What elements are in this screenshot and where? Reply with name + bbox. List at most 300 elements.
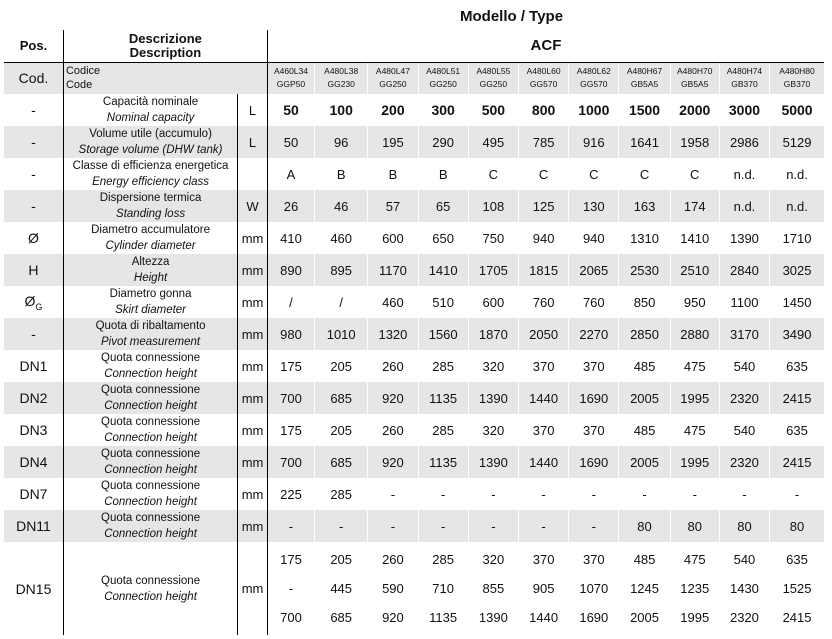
description-en: Connection height (104, 590, 197, 603)
value-cell: 2005 (630, 610, 659, 625)
value-cell: 100 (315, 94, 368, 126)
description-cell (63, 382, 237, 414)
value-cell: 175 (267, 414, 314, 446)
value-cell: 485 (619, 414, 670, 446)
pos-cell: $Ø_G$ (24, 292, 43, 312)
value-cell: 685 (330, 610, 353, 625)
value-cell: 80 (619, 510, 670, 542)
value-cell-stack (770, 542, 824, 635)
value-cell: n.d. (770, 158, 824, 190)
description-cell (63, 478, 237, 510)
header-row (4, 30, 824, 62)
value-cell: 1070 (579, 581, 609, 596)
value-cell: 80 (670, 510, 719, 542)
description-header (63, 30, 267, 62)
value-cell: B (418, 158, 468, 190)
value-cell: 635 (786, 552, 808, 567)
value-cell: 1390 (468, 382, 518, 414)
value-cell-stack (518, 542, 568, 635)
value-cell: n.d. (770, 190, 824, 222)
pos-cell: - (4, 126, 63, 158)
value-cell: 2415 (782, 610, 812, 625)
pos-cell: Cod. (4, 62, 63, 94)
pos-cell: DN1 (19, 358, 48, 374)
model-subcode: GGP50 (276, 79, 306, 90)
model-subcode: GB5A5 (681, 79, 709, 90)
value-cell: 916 (569, 126, 619, 158)
value-cell: 1410 (670, 222, 719, 254)
unit-cell: mm (238, 318, 268, 350)
value-cell-stack (670, 542, 719, 635)
description-cell (63, 286, 237, 318)
value-cell: / (315, 286, 368, 318)
value-cell: 1995 (670, 382, 719, 414)
value-cell: 500 (468, 94, 518, 126)
description-it: Capacità nominale (102, 96, 199, 108)
value-cell: 445 (330, 581, 353, 596)
pos-cell: DN2 (4, 382, 63, 414)
unit-cell: mm (238, 510, 268, 542)
value-cell: 80 (719, 510, 769, 542)
description-it: Diametro gonna (109, 288, 192, 300)
description-cell (63, 510, 237, 542)
value-cell: 760 (518, 286, 568, 318)
description-cell (63, 94, 237, 126)
value-cell: 2000 (670, 94, 719, 126)
description-it: Quota connessione (101, 384, 201, 396)
unit-cell: L (238, 126, 268, 158)
value-cell: 2065 (569, 254, 619, 286)
value-cell: 225 (267, 478, 314, 510)
model-code: A480L62 (576, 66, 611, 77)
value-cell: - (368, 478, 418, 510)
value-cell: 2840 (719, 254, 769, 286)
model-code: A480L55 (476, 66, 511, 77)
model-code-cell (569, 62, 619, 94)
value-cell: 1320 (368, 318, 418, 350)
value-cell: 1958 (670, 126, 719, 158)
value-cell: 2005 (619, 446, 670, 478)
value-cell: A (267, 158, 314, 190)
value-cell: 475 (670, 350, 719, 382)
value-cell: 2415 (770, 446, 824, 478)
unit-cell: mm (238, 286, 268, 318)
value-cell: 46 (315, 190, 368, 222)
unit-cell: mm (238, 478, 268, 510)
value-cell: 2005 (619, 382, 670, 414)
value-cell: 650 (418, 222, 468, 254)
model-code-cell (719, 62, 769, 94)
value-cell: 5000 (770, 94, 824, 126)
description-en: Pivot measurement (101, 336, 201, 348)
value-cell: 3170 (719, 318, 769, 350)
description-en: Height (133, 272, 168, 284)
value-cell: 700 (267, 446, 314, 478)
model-code: A460L34 (273, 66, 308, 77)
value-cell: 370 (582, 552, 605, 567)
value-cell: 1870 (468, 318, 518, 350)
value-cell: 1560 (418, 318, 468, 350)
description-cell (63, 126, 237, 158)
model-code: A480L38 (324, 66, 359, 77)
description-it: Classe di efficienza energetica (72, 160, 229, 172)
description-en: Standing loss (116, 208, 186, 220)
value-cell: B (368, 158, 418, 190)
value-cell: 785 (518, 126, 568, 158)
description-en: Connection height (104, 400, 197, 412)
table-row (4, 126, 824, 158)
model-code-cell (267, 62, 314, 94)
value-cell: 460 (368, 286, 418, 318)
value-cell: C (518, 158, 568, 190)
value-cell: 320 (468, 414, 518, 446)
value-cell: 2320 (719, 382, 769, 414)
value-cell-stack (468, 542, 518, 635)
unit-cell: mm (238, 542, 268, 635)
value-cell: 1010 (315, 318, 368, 350)
description-en: Cylinder diameter (105, 240, 196, 252)
description-cell (63, 190, 237, 222)
value-cell: 855 (482, 581, 505, 596)
value-cell: 300 (418, 94, 468, 126)
value-cell: 370 (518, 414, 568, 446)
value-cell: 1440 (518, 382, 568, 414)
value-cell: 1390 (478, 610, 508, 625)
model-subcode: GB370 (783, 79, 811, 90)
value-cell: 80 (770, 510, 824, 542)
pos-cell: DN11 (4, 510, 63, 542)
value-cell: 510 (418, 286, 468, 318)
model-code-cell (770, 62, 824, 94)
table-row (4, 286, 824, 318)
value-cell: 260 (382, 552, 404, 567)
value-cell: / (267, 286, 314, 318)
value-cell: 320 (468, 350, 518, 382)
value-cell: 1690 (569, 446, 619, 478)
table-row (4, 414, 824, 446)
table-row (4, 446, 824, 478)
value-cell: 1170 (368, 254, 418, 286)
value-cell: 1440 (518, 446, 568, 478)
value-cell: 475 (670, 414, 719, 446)
value-cell: 540 (719, 414, 769, 446)
model-code-cell (418, 62, 468, 94)
value-cell: 174 (670, 190, 719, 222)
value-cell-stack (719, 542, 769, 635)
group-header: ACF (267, 30, 824, 62)
value-cell: 700 (280, 610, 302, 625)
description-en: Connection height (104, 368, 197, 380)
value-cell: 2050 (518, 318, 568, 350)
value-cell: 195 (368, 126, 418, 158)
value-cell: 1641 (619, 126, 670, 158)
value-cell: 370 (532, 552, 555, 567)
model-subcode: GG250 (479, 79, 508, 90)
pos-cell: - (4, 190, 63, 222)
description-it: Quota connessione (101, 416, 201, 428)
description-en: Energy efficiency class (92, 176, 210, 188)
value-cell: - (468, 510, 518, 542)
model-code: A480L47 (375, 66, 410, 77)
value-cell: 1390 (468, 446, 518, 478)
value-cell: 600 (468, 286, 518, 318)
pos-cell: Ø (28, 230, 39, 246)
description-cell (63, 254, 237, 286)
value-cell: 920 (368, 446, 418, 478)
value-cell: 635 (770, 414, 824, 446)
model-code-cell (619, 62, 670, 94)
description-it: Quota connessione (101, 448, 201, 460)
value-cell: 1410 (418, 254, 468, 286)
description-it: Quota connessione (101, 574, 201, 587)
description-cell (63, 222, 237, 254)
value-cell: - (719, 478, 769, 510)
value-cell: 2320 (719, 446, 769, 478)
description-en: Connection height (104, 528, 197, 540)
code-label-en: Code (65, 79, 93, 92)
value-cell-stack (619, 542, 670, 635)
value-cell: 205 (315, 414, 368, 446)
value-cell: 3490 (770, 318, 824, 350)
unit-cell: mm (238, 254, 268, 286)
value-cell: 800 (518, 94, 568, 126)
value-cell: 108 (468, 190, 518, 222)
unit-cell: L (238, 94, 268, 126)
value-cell: 685 (315, 446, 368, 478)
value-cell-stack (267, 542, 314, 635)
value-cell: 2986 (719, 126, 769, 158)
description-header-en: Description (129, 44, 202, 60)
value-cell: 540 (733, 552, 756, 567)
description-it: Altezza (131, 256, 170, 268)
value-cell: C (619, 158, 670, 190)
description-it: Dispersione termica (99, 192, 202, 204)
value-cell: 1235 (680, 581, 710, 596)
value-cell: - (569, 478, 619, 510)
value-cell-stack (569, 542, 619, 635)
table-title: Modello / Type (460, 8, 564, 25)
value-cell: 1430 (729, 581, 759, 596)
value-cell: 685 (315, 382, 368, 414)
model-code: A480H70 (677, 66, 713, 77)
value-cell: 175 (267, 350, 314, 382)
value-cell: 1690 (569, 382, 619, 414)
model-code: A480H80 (779, 66, 815, 77)
model-subcode: GB5A5 (630, 79, 659, 90)
value-cell: 370 (569, 350, 619, 382)
table-row (4, 510, 824, 542)
value-cell: 1000 (569, 94, 619, 126)
description-cell (63, 318, 237, 350)
value-cell: - (518, 478, 568, 510)
unit-cell: mm (238, 414, 268, 446)
value-cell: 940 (569, 222, 619, 254)
unit-cell: mm (238, 446, 268, 478)
value-cell: 1815 (518, 254, 568, 286)
value-cell: - (315, 510, 368, 542)
pos-cell: DN7 (19, 486, 48, 502)
pos-cell: H (4, 254, 63, 286)
value-cell: 1245 (630, 581, 659, 596)
value-cell: 495 (468, 126, 518, 158)
model-subcode: GG570 (580, 79, 608, 90)
description-it: Quota connessione (101, 352, 201, 364)
value-cell: n.d. (719, 158, 769, 190)
value-cell: - (670, 478, 719, 510)
value-cell: 410 (267, 222, 314, 254)
value-cell: 57 (368, 190, 418, 222)
value-cell: 1135 (429, 610, 458, 625)
table-row-dn15 (4, 542, 824, 635)
value-cell: - (569, 510, 619, 542)
model-code-cell (315, 62, 368, 94)
model-code-cell (670, 62, 719, 94)
value-cell: 96 (315, 126, 368, 158)
value-cell: C (670, 158, 719, 190)
value-cell: 5129 (770, 126, 824, 158)
value-cell: 460 (315, 222, 368, 254)
unit-cell: mm (238, 350, 268, 382)
value-cell: 890 (267, 254, 314, 286)
value-cell: C (569, 158, 619, 190)
value-cell: 285 (315, 478, 368, 510)
value-cell: 475 (683, 552, 706, 567)
value-cell: 260 (368, 414, 418, 446)
value-cell: 980 (267, 318, 314, 350)
model-code-cell (368, 62, 418, 94)
value-cell: 163 (619, 190, 670, 222)
value-cell: 130 (569, 190, 619, 222)
description-it: Quota connessione (101, 480, 201, 492)
description-it: Quota connessione (101, 512, 201, 524)
model-code: A480L51 (426, 66, 461, 77)
description-cell (63, 414, 237, 446)
description-header-it: Descrizione (128, 30, 202, 46)
model-code-cell (468, 62, 518, 94)
pos-cell: - (31, 166, 36, 182)
value-cell: 590 (382, 581, 404, 596)
value-cell: 200 (368, 94, 418, 126)
value-cell: - (418, 478, 468, 510)
value-cell: 320 (482, 552, 505, 567)
value-cell: 940 (518, 222, 568, 254)
value-cell: 2530 (619, 254, 670, 286)
model-code: A480L60 (526, 66, 561, 77)
value-cell: 1135 (418, 382, 468, 414)
description-en: Connection height (104, 496, 197, 508)
value-cell: 3025 (770, 254, 824, 286)
value-cell: 895 (315, 254, 368, 286)
unit-cell: W (238, 190, 268, 222)
description-cell (63, 350, 237, 382)
value-cell: - (267, 510, 314, 542)
value-cell: 600 (368, 222, 418, 254)
model-subcode: GG570 (529, 79, 558, 90)
value-cell: 125 (518, 190, 568, 222)
value-cell: 1100 (719, 286, 769, 318)
spec-table-body (4, 30, 824, 635)
value-cell: 26 (267, 190, 314, 222)
value-cell: 485 (633, 552, 656, 567)
model-code: A480H74 (726, 66, 763, 77)
description-cell (63, 158, 237, 190)
table-row (4, 190, 824, 222)
value-cell: 50 (267, 94, 314, 126)
unit-cell: mm (238, 222, 268, 254)
value-cell: - (518, 510, 568, 542)
value-cell-stack (418, 542, 468, 635)
value-cell: 1310 (619, 222, 670, 254)
pos-cell: DN15 (15, 580, 52, 597)
model-subcode: GB370 (731, 79, 758, 90)
description-it: Diametro accumulatore (91, 224, 210, 236)
value-cell: 205 (330, 552, 353, 567)
value-cell: 370 (569, 414, 619, 446)
value-cell: 950 (670, 286, 719, 318)
model-code: A480H67 (626, 66, 663, 77)
model-subcode: GG230 (327, 79, 355, 90)
description-en: Connection height (104, 432, 197, 444)
model-subcode: GG250 (429, 79, 457, 90)
table-row (4, 94, 824, 126)
value-cell: 2415 (770, 382, 824, 414)
unit-cell: mm (238, 382, 268, 414)
value-cell: 1450 (770, 286, 824, 318)
value-cell: 2850 (619, 318, 670, 350)
code-label (63, 62, 267, 94)
value-cell: 1710 (770, 222, 824, 254)
value-cell: 370 (518, 350, 568, 382)
description-en: Storage volume (DHW tank) (78, 144, 223, 156)
pos-cell: DN4 (4, 446, 63, 478)
value-cell: 2320 (729, 610, 759, 625)
value-cell: 1995 (670, 446, 719, 478)
value-cell: 1525 (782, 581, 812, 596)
value-cell: 485 (619, 350, 670, 382)
description-en: Connection height (104, 464, 197, 476)
spec-table (4, 30, 824, 635)
value-cell: 285 (418, 350, 468, 382)
table-row (4, 222, 824, 254)
description-cell (63, 446, 237, 478)
value-cell: 710 (432, 581, 454, 596)
value-cell: 2880 (670, 318, 719, 350)
value-cell: - (418, 510, 468, 542)
value-cell: 285 (418, 414, 468, 446)
pos-cell: DN3 (19, 422, 48, 438)
table-row (4, 382, 824, 414)
value-cell: - (619, 478, 670, 510)
value-cell: 1440 (529, 610, 559, 625)
pos-cell: - (4, 318, 63, 350)
table-row (4, 350, 824, 382)
table-row (4, 158, 824, 190)
value-cell: 1690 (579, 610, 609, 625)
value-cell: 850 (619, 286, 670, 318)
description-en: Skirt diameter (115, 304, 187, 316)
value-cell-stack (368, 542, 418, 635)
value-cell: B (315, 158, 368, 190)
value-cell-stack (315, 542, 368, 635)
value-cell: 700 (267, 382, 314, 414)
value-cell: - (368, 510, 418, 542)
unit-cell (238, 158, 268, 190)
table-row (4, 318, 824, 350)
description-cell (63, 542, 237, 635)
value-cell: 1135 (418, 446, 468, 478)
description-it: Quota di ribaltamento (95, 320, 206, 332)
value-cell: 750 (468, 222, 518, 254)
